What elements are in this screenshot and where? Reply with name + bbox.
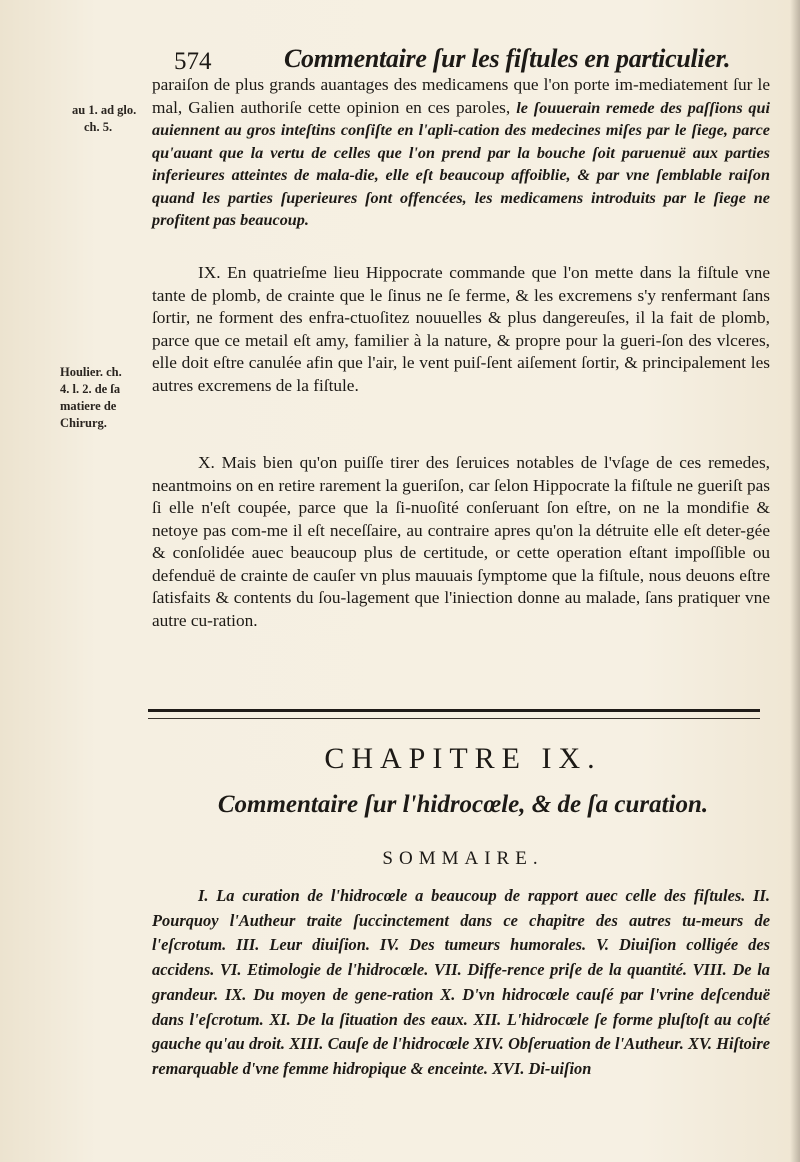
running-title: Commentaire ſur les fiſtules en particulier.: [284, 44, 731, 73]
ornamental-rule: [148, 709, 760, 719]
summary-list: I. La curation de l'hidrocœle a beaucoup de rapport auec celle des fiſtules. II. Pourquoy l'Autheur traite ſuccinctement dans ce chapitre des autres tu-meurs de l'eſcrotum. III. Leur diuiſion. IV. Des tumeurs humorales. V. Diuiſion colligée des accidens. VI. Etimologie de l'hidrocœle. VII. Diffe-rence priſe de la quantité. VIII. De la grandeur. IX. Du moyen de gene-ration X. D'vn hidrocœle cauſé par l'vrine deſcenduë dans l'eſcrotum. XI. De la ſituation des eaux. XII. L'hidrocœle ſe forme pluſtoſt au coſté gauche qu'au droit. XIII. Cauſe de l'hidrocœle XIV. Obſeruation de l'Autheur. XV. Hiſtoire remarquable d'vne femme hidropique & enceinte. XVI. Di-uiſion: [152, 886, 770, 1078]
margin-note-line: Houlier. ch.: [60, 365, 122, 379]
margin-note-houlier: [60, 364, 122, 432]
margin-note-line: ch. 5.: [84, 120, 113, 134]
page-number: 574: [174, 48, 212, 75]
margin-note-galien: [72, 102, 136, 136]
paragraph-text: paraiſon de plus grands auantages des medicamens que l'on porte im-mediatement ſur le mal, Galien authoriſe cette opinion en ces paroles,: [152, 75, 770, 117]
paragraph-x: X. Mais bien qu'on puiſſe tirer des ſeruices notables de l'vſage de ces remedes, neantmoins on en retire rarement la gueriſon, car ſelon Hippocrate la fiſtule ne gueriſt pas ſi elle n'eſt coupée, parce que la ſi-nuoſité conſeruant ſon eſtre, on ne la mondifie & netoye pas com-me il eſt neceſſaire, au contraire apres qu'on la détruite elle eſt deter-gée & conſolidée auec beaucoup plus de certitude, or cette operation eſtant impoſſible ou defenduë de crainte de cauſer vn plus mauuais ſymptome que la fiſtule, nous deuons eſtre ſatisfaits & contents du ſou-lagement que l'iniection donne au malade, ſans pratiquer vne autre cu-ration.: [152, 453, 770, 630]
margin-note-line: matiere de: [60, 399, 117, 413]
paragraph-continuation: [152, 74, 770, 232]
galien-quotation: le ſouuerain remede des paſſions qui auiennent au gros inteſtins conſiſte en l'apli-cation des medecines miſes par le ſiege, parce qu'auant que la vertu de celles que l'on prend par la bouche ſoit paruenuë aux parties inferieures atteintes de mala-die, elle eſt beaucoup affoiblie, & par vne ſemblable raiſon quand les parties ſuperieures ſont offencées, les medicamens introduits par le ſiege ne profitent pas beaucoup.: [152, 98, 770, 229]
margin-note-line: au 1. ad glo.: [72, 103, 137, 117]
summary-heading: SOMMAIRE.: [382, 848, 544, 869]
margin-note-line: 4. l. 2. de ſa: [60, 382, 121, 396]
chapter-title: CHAPITRE IX.: [324, 742, 602, 775]
chapter-subtitle: Commentaire ſur l'hidrocœle, & de ſa curation.: [217, 791, 709, 818]
paragraph-ix: IX. En quatrieſme lieu Hippocrate commande que l'on mette dans la fiſtule vne tante de plomb, de crainte que le ſinus ne ſe ferme, & les excremens s'y renfermant ſans ſortir, ne forment des enfra-ctuoſitez nouuelles & plus dangereuſes, il la fait de plomb, parce que ce metail eſt amy, familier à la nature, & propre pour la gueri-ſon des vlceres, elle doit eſtre canulée afin que l'air, le vent puiſ-ſent aiſement ſortir, & principalement les autres excremens de la fiſtule.: [152, 263, 770, 395]
page-edge-shadow: [790, 0, 800, 1162]
margin-note-line: Chirurg.: [60, 416, 107, 430]
